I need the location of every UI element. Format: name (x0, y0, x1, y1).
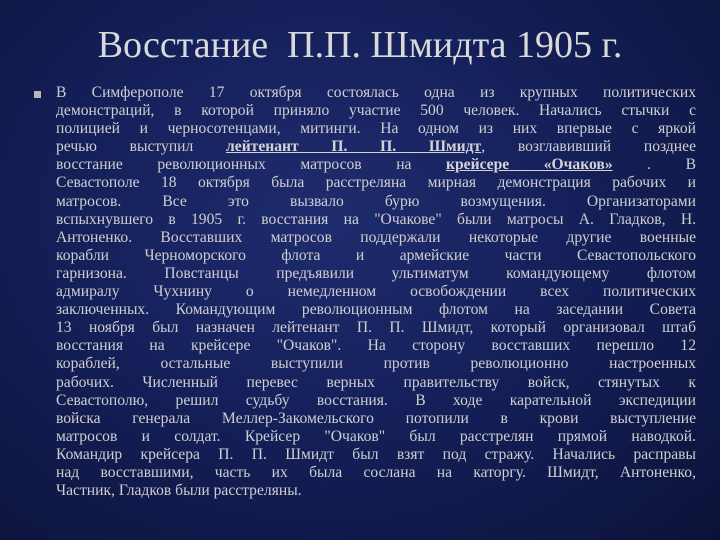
paragraph-line: Антоненко. Восставших матросов поддержали некоторые другие военные (56, 228, 696, 246)
line-text: , возглавивший позднее (481, 138, 696, 156)
paragraph-line: матросов и солдат. Крейсер "Очаков" был расстрелян прямой наводкой. (56, 427, 696, 445)
paragraph-line: матросов. Все это вызвало бурю возмущения. Организаторами (56, 192, 696, 210)
paragraph-line: демонстраций, в которой приняло участие 500 человек. Начались стычки с (56, 102, 696, 120)
paragraph-line: рабочих. Численный перевес верных правительству войск, стянутых к (56, 373, 696, 391)
paragraph-line: адмиралу Чухнину о немедленном освобождении всех политических (56, 283, 696, 301)
paragraph-line (56, 156, 696, 174)
paragraph-line: полицией и черносотенцами, митинги. На одном из них впервые с яркой (56, 120, 696, 138)
paragraph-line (56, 138, 696, 156)
paragraph-line: Командир крейсера П. П. Шмидт был взят под стражу. Начались расправы (56, 445, 696, 463)
paragraph-line: Севастополю, решил судьбу восстания. В ходе карательной экспедиции (56, 391, 696, 409)
line-text: восстание революционных матросов на (56, 156, 446, 174)
line-text: . В (612, 156, 696, 174)
paragraph-line: В Симферополе 17 октября состоялась одна из крупных политических (56, 84, 696, 101)
paragraph-line: войска генерала Меллер-Закомельского потопили в крови выступление (56, 409, 696, 427)
paragraph-line: над восставшими, часть их была сослана на каторгу. Шмидт, Антоненко, (56, 463, 696, 481)
paragraph-line: вспыхнувшего в 1905 г. восстания на "Очакове" были матросы А. Гладков, Н. (56, 210, 696, 228)
bullet-square-icon (34, 91, 41, 98)
paragraph-line: гарнизона. Повстанцы предъявили ультиматум командующему флотом (56, 264, 696, 282)
schmidt-link[interactable]: лейтенант П. П. Шмидт (226, 138, 482, 156)
paragraph-line: Севастополе 18 октября была расстреляна мирная демонстрация рабочих и (56, 174, 696, 192)
paragraph-line: 13 ноября был назначен лейтенант П. П. Шмидт, который организовал штаб (56, 319, 696, 337)
paragraph-line: восстания на крейсере "Очаков". На сторону восставших перешло 12 (56, 337, 696, 355)
paragraph-line: корабли Черноморского флота и армейские части Севастопольского (56, 246, 696, 264)
slide-title: Восстание П.П. Шмидта 1905 г. (97, 24, 623, 66)
paragraph-line: кораблей, остальные выступили против революционно настроенных (56, 355, 696, 373)
paragraph-line: Частник, Гладков были расстреляны. (56, 482, 302, 500)
body-paragraph (56, 84, 696, 500)
paragraph-line: заключенных. Командующим революционным флотом на заседании Совета (56, 301, 696, 319)
line-text: речью выступил (56, 138, 227, 156)
ochakov-link[interactable]: крейсере «Очаков» (446, 156, 613, 174)
